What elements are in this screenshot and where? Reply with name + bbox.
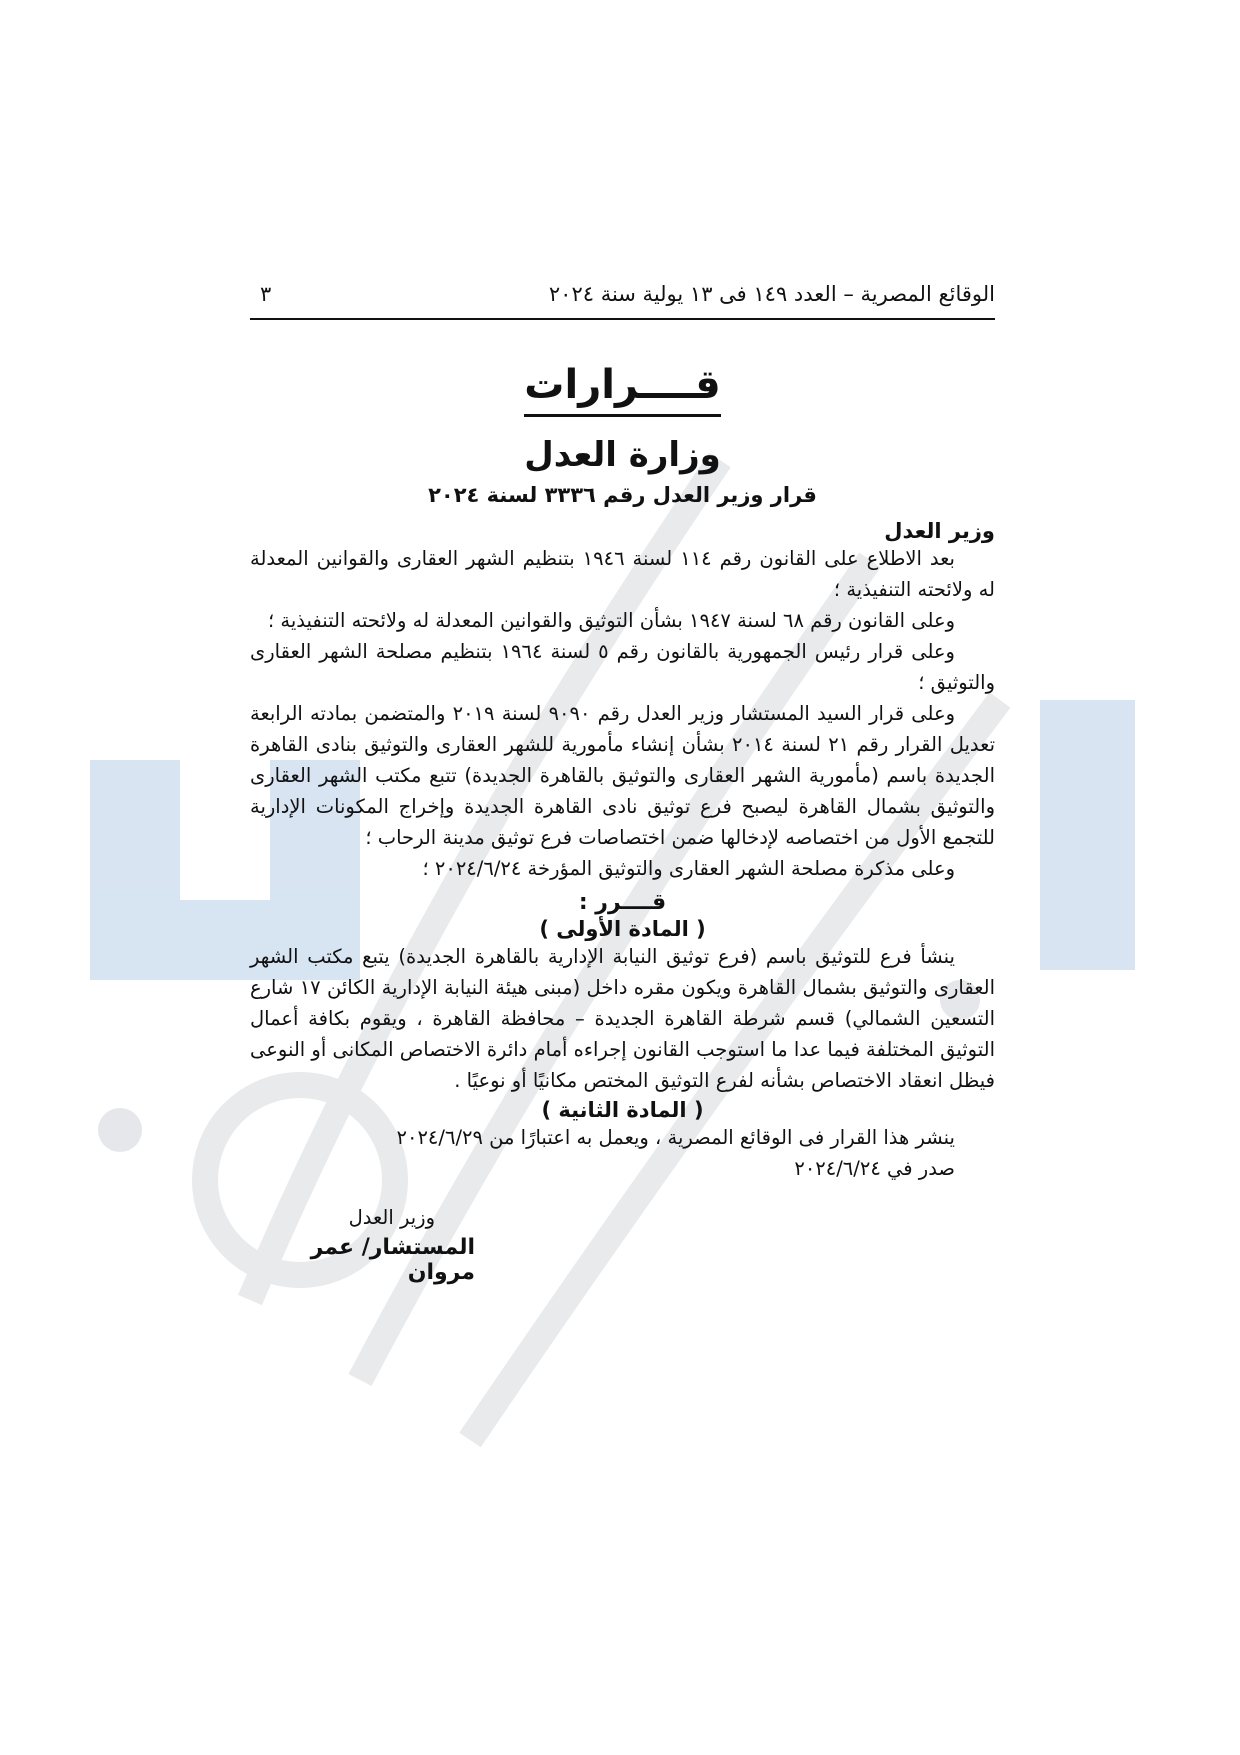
article-1-heading: ( المادة الأولى ) xyxy=(539,917,706,941)
ministry-name: وزارة العدل xyxy=(524,435,721,475)
decree-title: قرار وزير العدل رقم ٣٣٣٦ لسنة ٢٠٢٤ xyxy=(428,483,817,507)
watermark-dot-1 xyxy=(98,1108,142,1152)
decided-heading: قــــرر : xyxy=(578,890,667,915)
article-2-heading: ( المادة الثانية ) xyxy=(541,1098,704,1122)
article-1-body xyxy=(250,941,995,1096)
article-1-text: ينشأ فرع للتوثيق باسم (فرع توثيق النيابة الإدارية بالقاهرة الجديدة) يتبع مكتب الشهر العقارى والتوثيق بشمال القاهرة ويكون مقره داخل (مبنى هيئة النيابة الإدارية الكائن ١٧ شارع التسعين الشمالي) قسم شرطة القاهرة الجديدة – محافظة القاهرة ، ويقوم بكافة أعمال التوثيق المختلفة فيما عدا ما استوجب القانون إجراءه أمام دائرة الاختصاص المكانى أو النوعى فيظل انعقاد الاختصاص بشأنه لفرع التوثيق المختص مكانيًا أو نوعيًا . xyxy=(250,945,995,1092)
running-title: الوقائع المصرية – العدد ١٤٩ فى ١٣ يولية سنة ٢٠٢٤ xyxy=(548,282,995,306)
preamble-paragraph: وعلى القانون رقم ٦٨ لسنة ١٩٤٧ بشأن التوثيق والقوانين المعدلة له ولائحته التنفيذية ؛ xyxy=(267,609,955,632)
page-number: ٣ xyxy=(260,282,272,306)
signature-block xyxy=(250,1206,475,1285)
preamble-paragraph: بعد الاطلاع على القانون رقم ١١٤ لسنة ١٩٤٦ بتنظيم الشهر العقارى والقوانين المعدلة له ولائحته التنفيذية ؛ xyxy=(250,547,995,601)
watermark-bar-3 xyxy=(1040,700,1135,970)
gazette-page xyxy=(250,282,995,1285)
preamble-signatory: وزير العدل xyxy=(884,519,995,543)
signature-name: المستشار/ عمر مروان xyxy=(310,1235,475,1285)
issued-date: صدر في ٢٠٢٤/٦/٢٤ xyxy=(794,1157,955,1180)
article-2-text: ينشر هذا القرار فى الوقائع المصرية ، ويعمل به اعتبارًا من ٢٠٢٤/٦/٢٩ xyxy=(396,1126,955,1149)
preamble-paragraph: وعلى قرار رئيس الجمهورية بالقانون رقم ٥ لسنة ١٩٦٤ بتنظيم مصلحة الشهر العقارى والتوثيق ؛ xyxy=(250,640,995,694)
preamble-paragraph: وعلى مذكرة مصلحة الشهر العقارى والتوثيق المؤرخة ٢٠٢٤/٦/٢٤ ؛ xyxy=(422,857,955,880)
preamble-paragraph: وعلى قرار السيد المستشار وزير العدل رقم ٩٠٩٠ لسنة ٢٠١٩ والمتضمن بمادته الرابعة تعديل القرار رقم ٢١ لسنة ٢٠١٤ بشأن إنشاء مأمورية للشهر العقارى والتوثيق بنادى القاهرة الجديدة باسم (مأمورية الشهر العقارى والتوثيق بالقاهرة الجديدة) تتبع مكتب الشهر العقارى والتوثيق بشمال القاهرة ليصبح فرع توثيق نادى القاهرة الجديدة وإخراج المكونات الإدارية للتجمع الأول من اختصاصه لإدخالها ضمن اختصاصات فرع توثيق مدينة الرحاب ؛ xyxy=(250,702,995,849)
preamble xyxy=(250,543,995,884)
signature-title: وزير العدل xyxy=(348,1206,435,1229)
watermark-bar-1 xyxy=(90,760,180,980)
article-2-body xyxy=(250,1122,995,1153)
section-title: قــــرارات xyxy=(250,362,995,417)
running-header xyxy=(250,282,995,320)
